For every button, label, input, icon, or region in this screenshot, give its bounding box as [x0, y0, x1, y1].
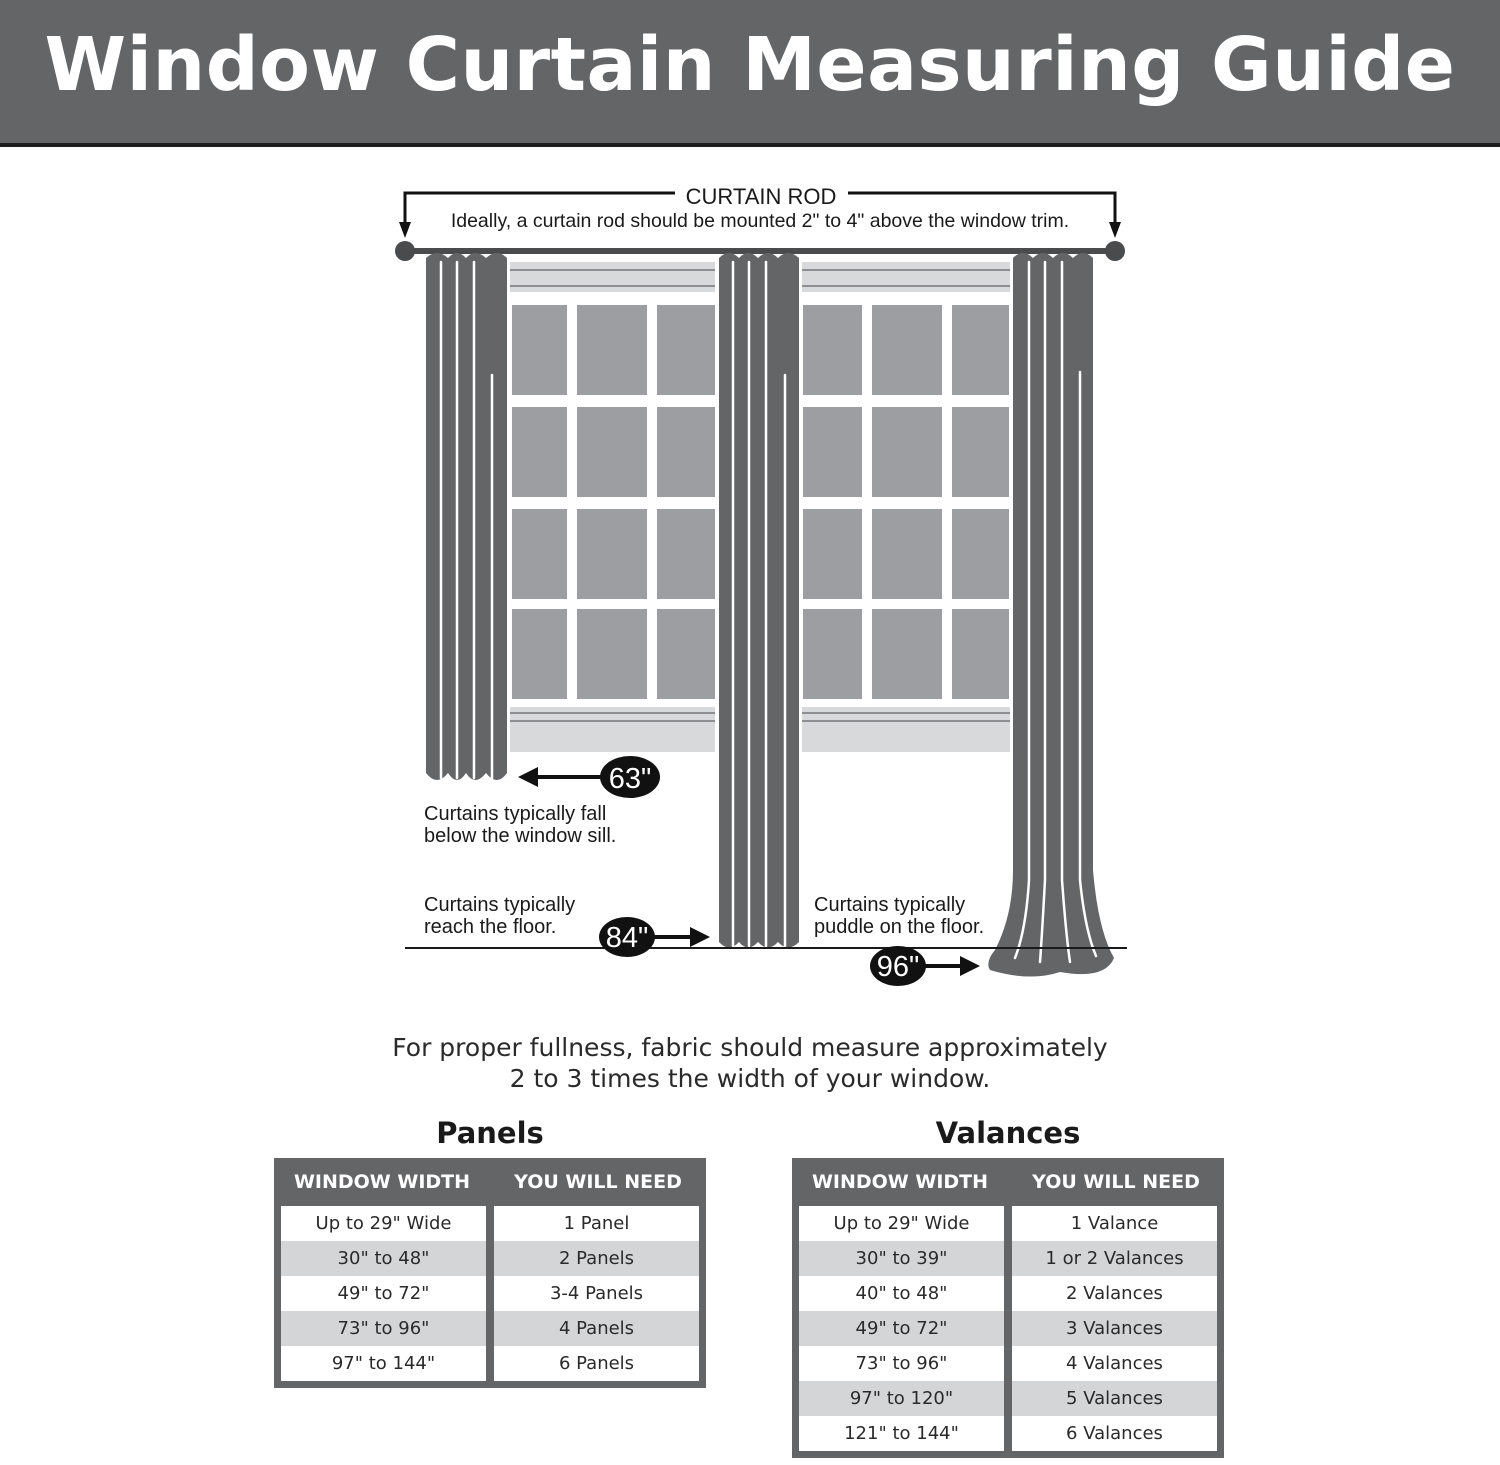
valances-need-cell: 3 Valances	[1012, 1311, 1217, 1346]
badge-63-label: 63"	[608, 763, 652, 795]
valances-header-width: WINDOW WIDTH	[811, 1171, 989, 1193]
valances-need-cell: 1 or 2 Valances	[1012, 1241, 1217, 1276]
window-right	[802, 262, 1010, 752]
valances-title: Valances	[935, 1116, 1081, 1150]
valances-width-cell: 121" to 144"	[844, 1423, 959, 1444]
valances-width-cell: 97" to 120"	[799, 1381, 1004, 1416]
note-63-line2: below the window sill.	[424, 825, 617, 847]
curtain-63	[426, 253, 507, 780]
valances-need-cell: 6 Valances	[1066, 1423, 1163, 1444]
note-96-line2: puddle on the floor.	[814, 916, 985, 938]
note-63-line1: Curtains typically fall	[424, 803, 607, 825]
valances-header-need: YOU WILL NEED	[1032, 1171, 1200, 1193]
valances-table	[792, 1158, 1224, 1458]
callout-63	[518, 756, 660, 798]
valances-header-row	[792, 1158, 1224, 1206]
valances-width-column	[799, 1206, 1004, 1451]
valances-need-cell: 5 Valances	[1012, 1381, 1217, 1416]
panels-need-cell: 6 Panels	[558, 1353, 635, 1374]
note-84-line2: reach the floor.	[424, 916, 557, 938]
panels-title: Panels	[436, 1116, 544, 1150]
rod-note: Ideally, a curtain rod should be mounted 2" to 4" above the window trim.	[450, 210, 1070, 232]
panels-need-cell: 3-4 Panels	[549, 1283, 644, 1304]
valances-need-cell: 1 Valance	[1070, 1213, 1159, 1234]
window-left	[510, 262, 715, 752]
panels-header-width: WINDOW WIDTH	[293, 1171, 471, 1193]
valances-width-cell: 40" to 48"	[855, 1283, 948, 1304]
panels-width-cell: 97" to 144"	[331, 1353, 436, 1374]
panels-width-cell: Up to 29" Wide	[315, 1213, 452, 1234]
rod-label: CURTAIN ROD	[685, 184, 837, 209]
panels-width-cell: 73" to 96"	[281, 1311, 486, 1346]
valances-width-cell: 49" to 72"	[799, 1311, 1004, 1346]
curtain-84	[719, 253, 799, 948]
page-title: Window Curtain Measuring Guide	[44, 22, 1456, 108]
badge-84-label: 84"	[605, 922, 649, 954]
panels-header-row	[274, 1158, 706, 1206]
callout-84	[599, 917, 710, 957]
fullness-note	[300, 1032, 1200, 1094]
panels-need-cell: 2 Panels	[494, 1241, 699, 1276]
panels-need-column	[494, 1206, 699, 1381]
callout-96	[870, 946, 980, 986]
valances-width-cell: Up to 29" Wide	[833, 1213, 970, 1234]
note-84-line1: Curtains typically	[424, 894, 576, 916]
fullness-line2: 2 to 3 times the width of your window.	[509, 1064, 991, 1093]
valances-need-cell: 4 Valances	[1066, 1353, 1163, 1374]
valances-width-cell: 30" to 39"	[799, 1241, 1004, 1276]
note-96-line1: Curtains typically	[814, 894, 966, 916]
badge-96-label: 96"	[876, 951, 920, 983]
panels-width-column	[281, 1206, 486, 1381]
valances-width-cell: 73" to 96"	[855, 1353, 948, 1374]
panels-width-cell: 49" to 72"	[337, 1283, 430, 1304]
panels-header-need: YOU WILL NEED	[514, 1171, 682, 1193]
valances-need-cell: 2 Valances	[1066, 1283, 1163, 1304]
panels-need-cell: 4 Panels	[494, 1311, 699, 1346]
panels-need-cell: 1 Panel	[563, 1213, 630, 1234]
panels-width-cell: 30" to 48"	[281, 1241, 486, 1276]
fullness-line1: For proper fullness, fabric should measure approximately	[392, 1033, 1108, 1062]
valances-need-column	[1012, 1206, 1217, 1451]
panels-table	[274, 1158, 706, 1388]
